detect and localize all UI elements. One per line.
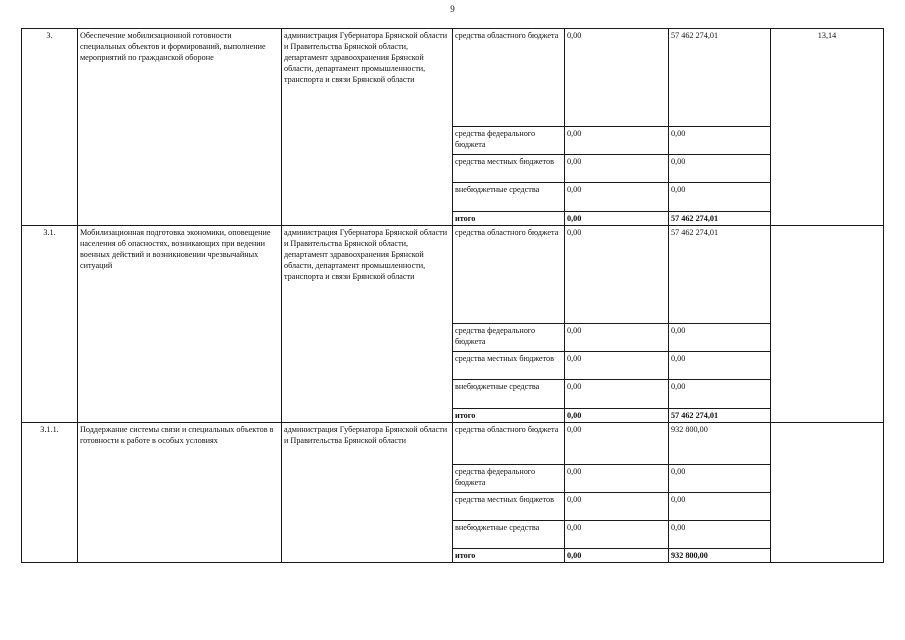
amount-cell: 0,00: [565, 352, 669, 380]
amount-cell: 0,00: [669, 380, 771, 409]
table-row: [22, 29, 884, 127]
amount-cell: 0,00: [565, 127, 669, 155]
amount-cell: 932 800,00: [669, 423, 771, 465]
amount-cell: 0,00: [565, 409, 669, 423]
amount-cell: 0,00: [669, 493, 771, 521]
funding-source: средства местных бюджетов: [453, 352, 565, 380]
funding-source: внебюджетные средства: [453, 183, 565, 212]
amount-cell: 0,00: [669, 465, 771, 493]
amount-cell: 0,00: [565, 29, 669, 127]
amount-cell: 57 462 274,01: [669, 29, 771, 127]
amount-cell: 0,00: [565, 324, 669, 352]
funding-source: средства федерального бюджета: [453, 324, 565, 352]
funding-source: средства областного бюджета: [453, 29, 565, 127]
amount-cell: 0,00: [565, 155, 669, 183]
amount-cell: 0,00: [565, 380, 669, 409]
amount-cell: 0,00: [565, 465, 669, 493]
amount-cell: 0,00: [669, 183, 771, 212]
funding-source: средства местных бюджетов: [453, 155, 565, 183]
item-number: 3.1.1.: [22, 423, 78, 563]
funding-source: средства местных бюджетов: [453, 493, 565, 521]
funding-source: внебюджетные средства: [453, 521, 565, 549]
amount-cell: 932 800,00: [669, 549, 771, 563]
section-3-1-1: [22, 423, 884, 563]
table-row: [22, 423, 884, 465]
item-executor: администрация Губернатора Брянской области и Правительства Брянской области, департамент здравоохранения Брянской области, департамент промышленности, транспорта и связи Брянской области: [282, 29, 453, 226]
item-title: Мобилизационная подготовка экономики, оповещение населения об опасностях, возникающих при ведении военных действий и возникновении чрезвычайных ситуаций: [78, 226, 282, 423]
item-number: 3.1.: [22, 226, 78, 423]
item-title: Поддержание системы связи и специальных объектов в готовности к работе в особых условиях: [78, 423, 282, 563]
amount-cell: 0,00: [565, 493, 669, 521]
indicator-refs: [771, 423, 884, 563]
page-number: 9: [450, 4, 455, 14]
amount-cell: 57 462 274,01: [669, 212, 771, 226]
funding-source: средства областного бюджета: [453, 423, 565, 465]
amount-cell: 0,00: [565, 423, 669, 465]
indicator-refs: [771, 226, 884, 423]
amount-cell: 57 462 274,01: [669, 226, 771, 324]
amount-cell: 0,00: [565, 212, 669, 226]
funding-source: средства федерального бюджета: [453, 127, 565, 155]
amount-cell: 0,00: [669, 155, 771, 183]
amount-cell: 57 462 274,01: [669, 409, 771, 423]
section-3-1: [22, 226, 884, 423]
amount-cell: 0,00: [565, 183, 669, 212]
funding-source: средства областного бюджета: [453, 226, 565, 324]
amount-cell: 0,00: [669, 324, 771, 352]
funding-source-total: итого: [453, 549, 565, 563]
item-executor: администрация Губернатора Брянской области и Правительства Брянской области, департамент здравоохранения Брянской области, департамент промышленности, транспорта и связи Брянской области: [282, 226, 453, 423]
funding-source: средства федерального бюджета: [453, 465, 565, 493]
funding-source: внебюджетные средства: [453, 380, 565, 409]
amount-cell: 0,00: [669, 352, 771, 380]
item-number: 3.: [22, 29, 78, 226]
amount-cell: 0,00: [669, 127, 771, 155]
amount-cell: 0,00: [669, 521, 771, 549]
indicator-refs: 13,14: [771, 29, 884, 226]
amount-cell: 0,00: [565, 549, 669, 563]
item-executor: администрация Губернатора Брянской области и Правительства Брянской области: [282, 423, 453, 563]
amount-cell: 0,00: [565, 521, 669, 549]
funding-table: [21, 28, 884, 563]
section-3: [22, 29, 884, 226]
item-title: Обеспечение мобилизационной готовности специальных объектов и формирований, выполнение мероприятий по гражданской обороне: [78, 29, 282, 226]
amount-cell: 0,00: [565, 226, 669, 324]
funding-source-total: итого: [453, 212, 565, 226]
funding-source-total: итого: [453, 409, 565, 423]
table-row: [22, 226, 884, 324]
